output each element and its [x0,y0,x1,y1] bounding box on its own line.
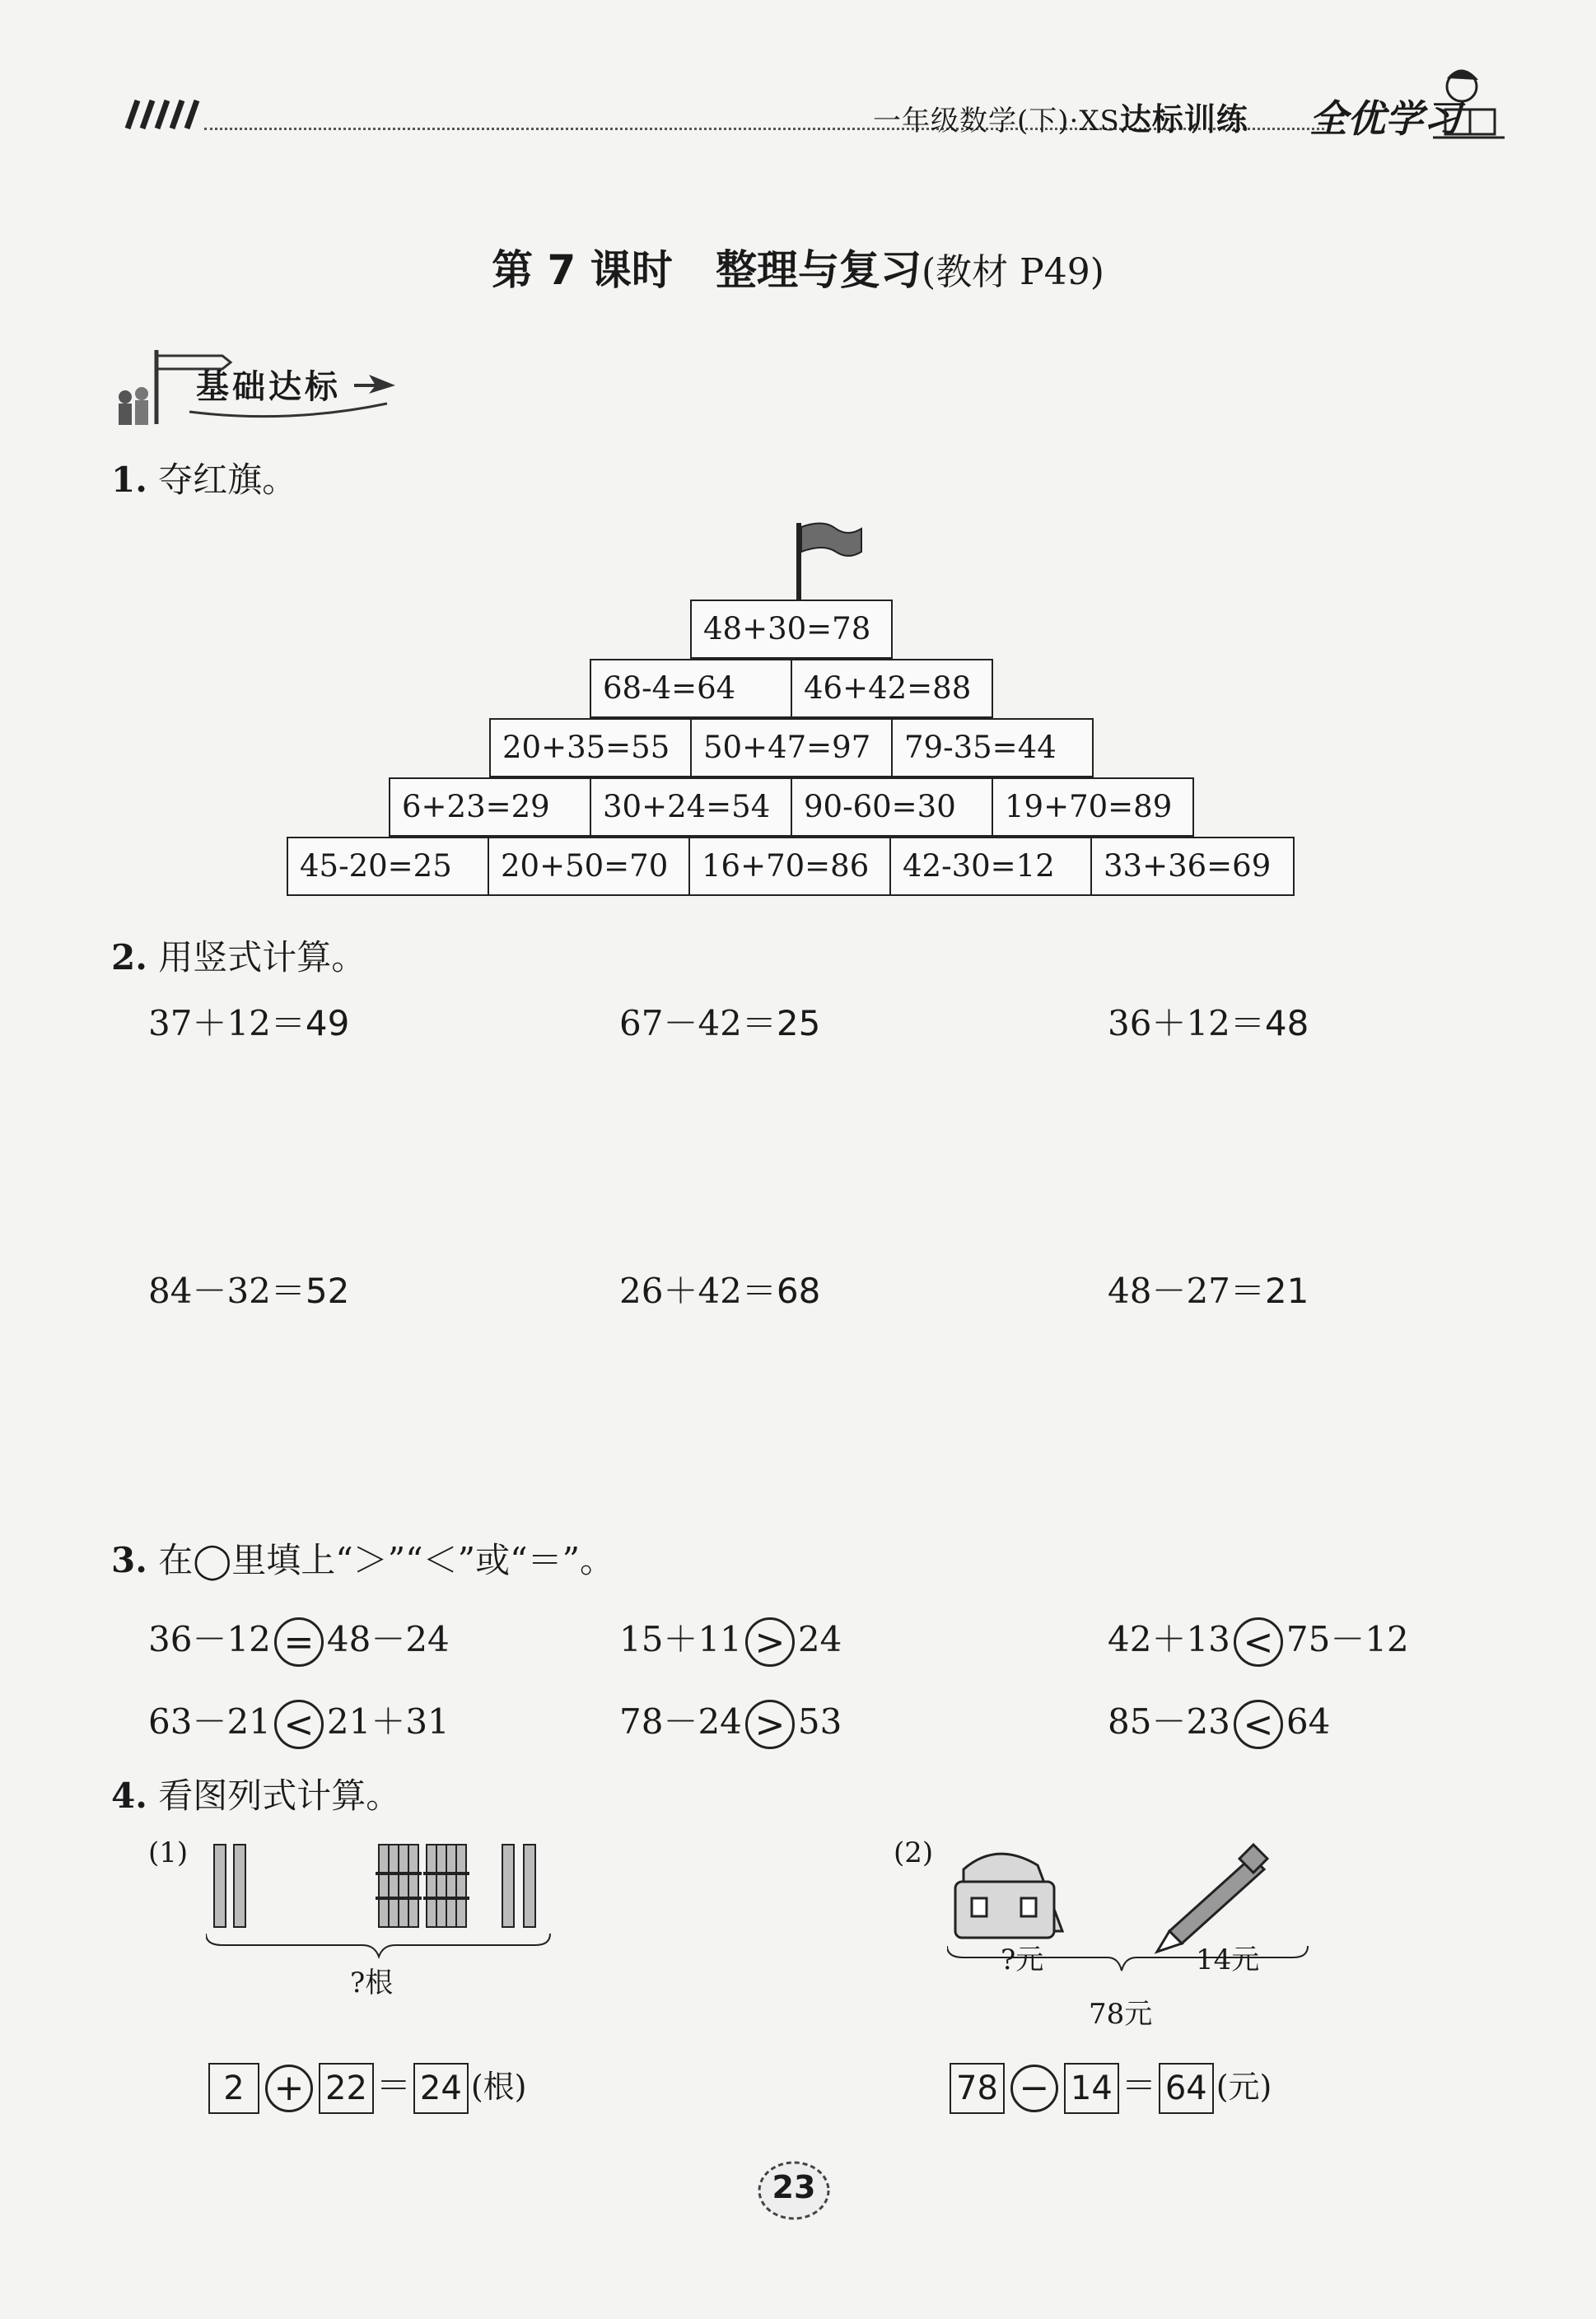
q4-part2-tag: (2) [894,1836,934,1869]
q4-number: 4. [111,1775,147,1816]
page-subtitle: (教材 P49) [921,251,1104,293]
answer-box[interactable]: 14 [1064,2063,1119,2114]
answer-box[interactable]: 78 [950,2063,1005,2114]
q2-item: 37＋12＝49 [148,1003,350,1043]
pyramid-cell: 30+24=54 [590,777,792,837]
header-brand: 达标训练 [1119,101,1248,138]
q2-item: 84－32＝52 [148,1271,350,1311]
q4-heading [111,1769,400,1818]
q4-prompt: 看图列式计算。 [158,1775,401,1816]
pyramid-cell: 90-60=30 [791,777,993,837]
q3-item: 63－21 < 21＋31 [148,1695,450,1749]
page-number-badge [756,2158,832,2223]
pyramid-cell: 33+36=69 [1090,837,1295,896]
q2-answer: 49 [305,1003,350,1043]
q4-part1-equation: 2 + 22 ＝ 24 (根) [206,2059,526,2114]
red-flag-icon [791,519,865,609]
q3-item: 85－23 < 64 [1108,1695,1330,1749]
compare-circle[interactable]: > [745,1700,795,1749]
compare-circle[interactable]: < [1234,1617,1283,1667]
q3-prompt: 在◯里填上“＞”“＜”或“＝”。 [158,1540,615,1580]
q2-answer: 52 [305,1271,350,1311]
q2-prompt: 用竖式计算。 [158,937,366,978]
q2-answer: 25 [776,1003,821,1043]
pen-price-label: 14元 [1196,1943,1260,1976]
pyramid-cell: 20+35=55 [489,718,692,777]
compare-circle[interactable]: < [274,1700,324,1749]
pyramid-cell: 6+23=29 [389,777,591,837]
operator-circle[interactable]: + [265,2065,313,2112]
q3-item: 42＋13 < 75－12 [1108,1612,1409,1667]
operator-circle[interactable]: − [1010,2065,1058,2112]
pyramid-cell: 20+50=70 [488,837,690,896]
sticks-picture-icon [206,1836,552,1960]
pyramid-cell: 19+70=89 [992,777,1194,837]
reading-child-icon [1429,62,1507,144]
compare-circle[interactable]: < [1234,1700,1283,1749]
pen-icon [1157,1845,1267,1952]
q1-prompt: 夺红旗。 [158,460,297,500]
q2-item: 26＋42＝68 [619,1271,821,1311]
q2-item: 36＋12＝48 [1108,1003,1309,1043]
q3-item: 36－12 = 48－24 [148,1612,450,1667]
answer-box[interactable]: 22 [319,2063,374,2114]
pyramid-cell: 48+30=78 [690,600,893,659]
header-logo: 全优学习 [1309,96,1461,141]
q2-answer: 68 [776,1271,821,1311]
q1-number: 1. [111,460,147,500]
pyramid-cell: 42-30=12 [889,837,1092,896]
school-bag-icon [955,1854,1062,1938]
compare-circle[interactable]: = [274,1617,324,1667]
q3-heading [111,1533,614,1583]
q4-part2-equation: 78 − 14 ＝ 64 (元) [947,2059,1272,2114]
q3-item: 15＋11 > 24 [619,1612,842,1667]
pyramid-cell: 46+42=88 [791,659,993,718]
answer-box[interactable]: 24 [413,2063,469,2114]
q2-answer: 48 [1264,1003,1309,1043]
answer-box[interactable]: 2 [208,2063,259,2114]
header-stripes-icon [119,97,202,130]
q2-heading [111,931,366,980]
header-series: 一年级数学(下)·XS达标训练 [873,101,1248,138]
q3-number: 3. [111,1540,147,1580]
page-title: 第 7 课时 整理与复习(教材 P49) [492,246,1104,294]
q2-item: 48－27＝21 [1108,1271,1309,1311]
pyramid-cell: 79-35=44 [891,718,1094,777]
pyramid-cell: 16+70=86 [688,837,891,896]
q4-part1-brace-label: ?根 [350,1967,394,1999]
q2-answer: 21 [1264,1271,1309,1311]
section-label: 基础达标 [196,368,341,406]
bag-price-label: ?元 [1001,1943,1044,1976]
q2-item: 67－42＝25 [619,1003,821,1043]
pyramid-cell: 45-20=25 [287,837,489,896]
pyramid-cell: 68-4=64 [590,659,792,718]
q4-part2-brace-label: 78元 [1089,1998,1153,2031]
q2-number: 2. [111,937,147,978]
q1-heading [111,453,296,502]
compare-circle[interactable]: > [745,1617,795,1667]
pyramid-cell: 50+47=97 [690,718,893,777]
q3-item: 78－24 > 53 [619,1695,842,1749]
answer-box[interactable]: 64 [1159,2063,1214,2114]
page-number: 23 [772,2169,816,2205]
q4-part1-tag: (1) [148,1836,189,1869]
